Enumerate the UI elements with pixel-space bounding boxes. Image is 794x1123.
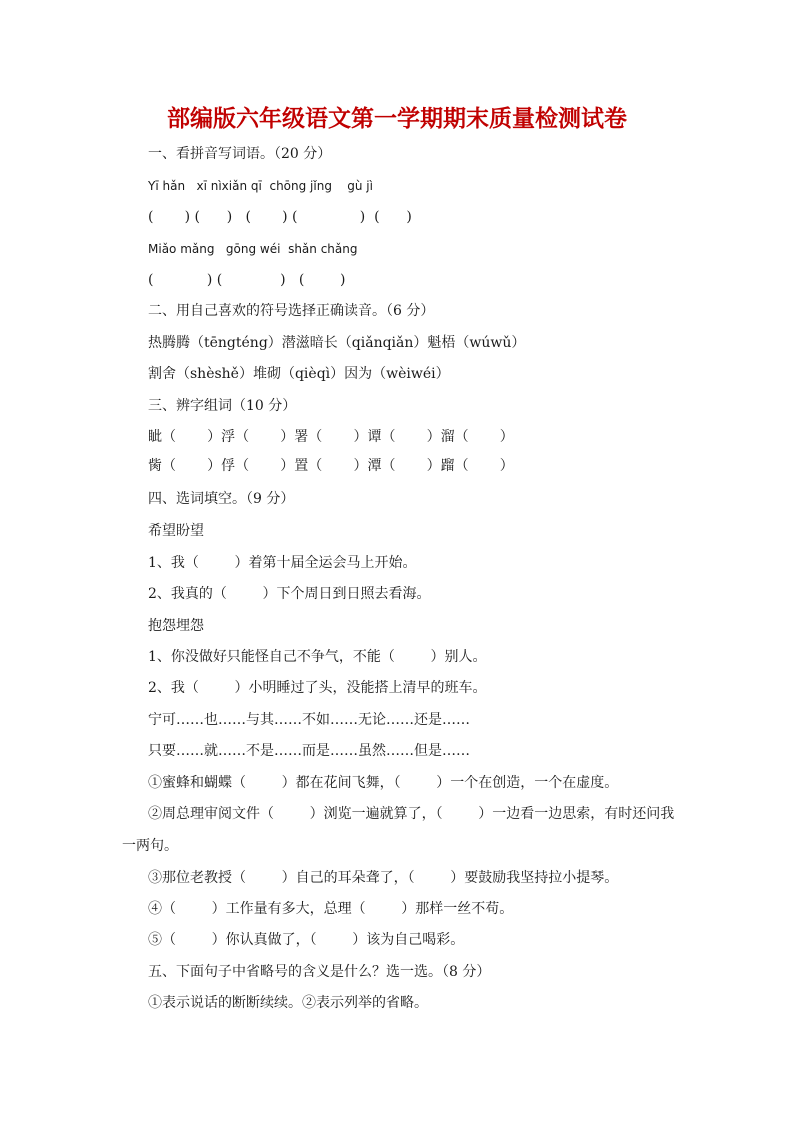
conjunction-question-4: ④（ ）工作量有多大，总理（ ）那样一丝不苟。 <box>148 901 514 917</box>
conjunction-choices-1: 宁可……也……与其……不如……无论……还是…… <box>148 712 470 728</box>
pinyin-row-2: Miǎo mǎng gōng wéi shǎn chǎng <box>148 242 358 256</box>
conjunction-question-2-continued: 一两句。 <box>122 838 178 854</box>
word-choice-1: 希望盼望 <box>148 523 204 539</box>
section-3-heading: 三、辨字组词（10 分） <box>148 398 297 414</box>
section-4-heading: 四、选词填空。（9 分） <box>148 491 295 507</box>
section-1-heading: 一、看拼音写词语。（20 分） <box>148 146 332 162</box>
pronunciation-row-2: 割舍（shèshě）堆砌（qièqì）因为（wèiwéi） <box>148 366 450 382</box>
question-1-1: 1、我（ ）着第十届全运会马上开始。 <box>148 555 417 571</box>
pronunciation-row-1: 热腾腾（tēngténg）潜滋暗长（qiǎnqiǎn）魁梧（wúwǔ） <box>148 335 526 351</box>
exam-title: 部编版六年级语文第一学期期末质量检测试卷 <box>167 105 627 132</box>
word-choice-2: 抱怨埋怨 <box>148 618 204 634</box>
conjunction-choices-2: 只要……就……不是……而是……虽然……但是…… <box>148 743 470 759</box>
conjunction-question-2: ②周总理审阅文件（ ）浏览一遍就算了，（ ）一边看一边思索，有时还问我 <box>148 806 675 822</box>
question-2-2: 2、我（ ）小明睡过了头，没能搭上清早的班车。 <box>148 680 487 696</box>
section-2-heading: 二、用自己喜欢的符号选择正确读音。（6 分） <box>148 303 435 319</box>
conjunction-question-5: ⑤（ ）你认真做了，（ ）该为自己喝彩。 <box>148 932 465 948</box>
conjunction-question-3: ③那位老教授（ ）自己的耳朵聋了，（ ）要鼓励我坚持拉小提琴。 <box>148 870 619 886</box>
question-2-1: 1、你没做好只能怪自己不争气，不能（ ）别人。 <box>148 649 487 665</box>
answer-blanks-row-1: ( ) ( ) ( ) ( ) ( ) <box>148 209 412 225</box>
word-group-row-2: 胔（ ）俘（ ）置（ ）潭（ ）蹓（ ） <box>148 458 514 474</box>
section-5-heading: 五、下面句子中省略号的含义是什么？选一选。（8 分） <box>148 964 491 980</box>
ellipsis-options: ①表示说话的断断续续。②表示列举的省略。 <box>148 995 428 1011</box>
word-group-row-1: 眦（ ）浮（ ）署（ ）谭（ ）溜（ ） <box>148 429 514 445</box>
pinyin-row-1: Yī hǎn xī nìxiǎn qī chōng jǐng gù jì <box>148 179 373 193</box>
conjunction-question-1: ①蜜蜂和蝴蝶（ ）都在花间飞舞，（ ）一个在创造，一个在虚度。 <box>148 775 619 791</box>
answer-blanks-row-2: ( ) ( ) ( ) <box>148 272 346 288</box>
question-1-2: 2、我真的（ ）下个周日到日照去看海。 <box>148 586 431 602</box>
